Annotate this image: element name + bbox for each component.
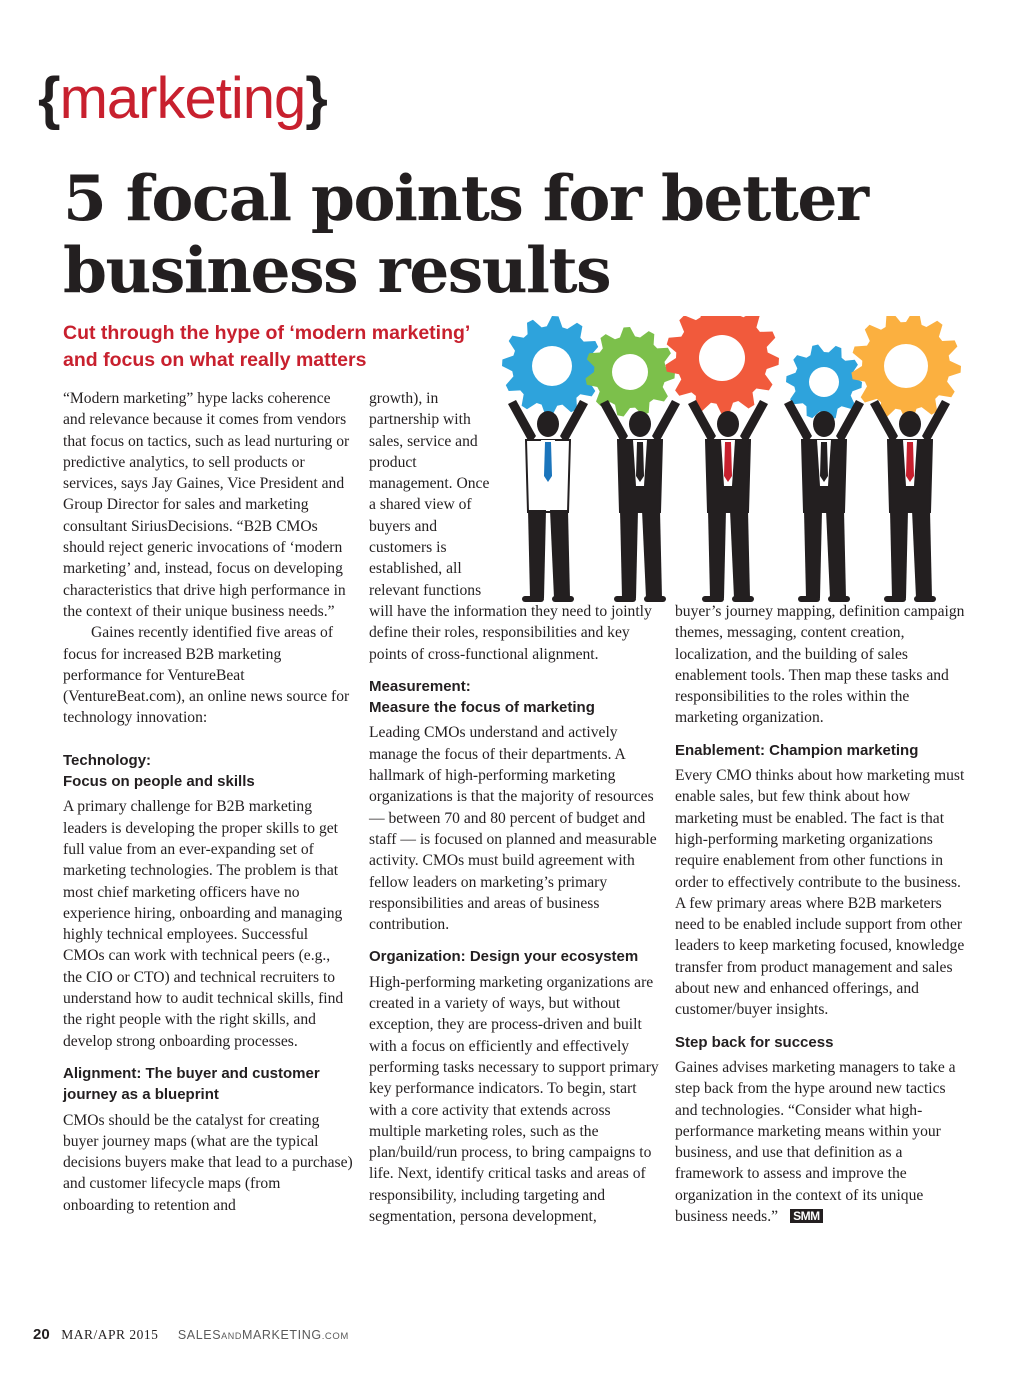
site-part: MARKETING <box>241 1328 322 1342</box>
article-subtitle: Cut through the hype of ‘modern marketing’ and focus on what really matters <box>63 322 470 371</box>
section-bracket-open: { <box>38 66 60 131</box>
article-column-2-top <box>369 388 493 601</box>
section-tag <box>38 64 327 134</box>
page-footer <box>33 1326 349 1344</box>
gear-icon <box>502 316 602 416</box>
subhead-measurement <box>369 676 659 719</box>
subhead-line: Focus on people and skills <box>63 773 255 791</box>
paragraph: will have the information they need to jointly define their roles, responsibilities and key points of cross-functional alignment. <box>369 603 652 663</box>
person-silhouette <box>784 400 864 602</box>
paragraph: Every CMO thinks about how marketing must enable sales, but few think about how marketing must be enabled. The fact is that high-performing marketing organizations require enablement from other functions in order to effectively contribute to the business. A few primary areas where B2B marketers need to be enabled include support from other leaders to keep marketing focused, knowledge transfer from product management and sales about new and enhanced offerings, and customer/buyer insights. <box>675 767 965 1019</box>
site-part: .COM <box>321 1331 349 1342</box>
person-silhouette <box>508 400 588 602</box>
paragraph: “Modern marketing” hype lacks coherence and relevance because it comes from vendors that focus on tactics, such as lead nurturing or predictive analytics, to sell products or services, says Jay Gaines, Vice President and Group Director for sales and marketing consultant SiriusDecisions. “B2B CMOs should reject generic invocations of ‘modern marketing’ and, instead, focus on developing characteristics that drive high performance in the context of their unique business needs.” <box>63 390 350 620</box>
article-title: 5 focal points for better business results <box>63 161 868 307</box>
gear-icon <box>586 327 676 417</box>
article-column-1 <box>63 388 353 1216</box>
paragraph: Gaines recently identified five areas of focus for increased B2B marketing performance for VentureBeat (VentureBeat.com), an online news source for technology innovation: <box>63 624 350 727</box>
person-silhouette <box>688 400 768 602</box>
article-column-2 <box>369 601 659 1227</box>
paragraph-final <box>675 1057 965 1227</box>
people-holding-gears-illustration <box>490 316 980 616</box>
issue-date: MAR/APR 2015 <box>61 1327 159 1342</box>
subhead-step-back: Step back for success <box>675 1033 834 1051</box>
subhead-technology <box>63 750 353 793</box>
page-number: 20 <box>33 1326 50 1343</box>
section-bracket-close: } <box>305 66 327 131</box>
paragraph: growth), in partnership with sales, service and product management. Once a shared view of buyers and customers is established, all relevant functions <box>369 390 490 599</box>
paragraph: buyer’s journey mapping, definition campaign themes, messaging, content creation, localization, and the building of sales enablement tools. Then map these tasks and responsibilities to the roles within the marketing organization. <box>675 603 965 727</box>
gear-icon <box>786 345 862 420</box>
subhead-alignment: Alignment: The buyer and customer journey as a blueprint <box>63 1064 320 1104</box>
person-silhouette <box>870 400 950 602</box>
paragraph: Leading CMOs understand and actively manage the focus of their departments. A hallmark of high-performing marketing organizations is that the majority of resources — between 70 and 80 percent of budget and staff — is focused on planned and measurable activity. CMOs must build agreement with fellow leaders on marketing’s primary responsibilities and areas of business contribution. <box>369 724 657 934</box>
subhead-line: Measure the focus of marketing <box>369 699 595 717</box>
paragraph: A primary challenge for B2B marketing leaders is developing the proper skills to get full value from an ever-expanding set of marketing technologies. The problem is that most chief marketing officers have no experience hiring, onboarding and managing highly technical employees. Successful CMOs can work with technical peers (e.g., the CIO or CTO) and technical recruiters to understand how to audit technical skills, find the right people with the right skills, and develop strong onboarding processes. <box>63 798 344 1050</box>
site-name <box>178 1328 349 1342</box>
paragraph: High-performing marketing organizations are created in a variety of ways, but without exception, they are process-driven and built with a focus on efficiently and effectively performing tasks necessary to support primary key performance indicators. To begin, start with a core activity that extends across multiple marketing roles, such as the plan/build/run process, to bring campaigns to life. Next, identify critical tasks and areas of responsibility, including targeting and segmentation, persona development, <box>369 973 659 1226</box>
paragraph-text: Gaines advises marketing managers to take a step back from the hype around new tactics and technologies. “Consider what high-performance marketing means within your business, and use that definition as a framework to assess and improve the organization in the context of its unique business needs.” <box>675 1058 956 1226</box>
gear-icon <box>665 316 779 415</box>
subhead-organization: Organization: Design your ecosystem <box>369 948 639 966</box>
site-part: AND <box>221 1331 242 1341</box>
subhead-line: Measurement: <box>369 677 471 695</box>
paragraph: CMOs should be the catalyst for creating buyer journey maps (what are the typical decisions buyers make that lead to a purchase) and customer lifecycle maps (from onboarding to retention and <box>63 1111 353 1214</box>
article-column-3 <box>675 601 965 1227</box>
end-mark-logo: SMM <box>790 1209 823 1223</box>
subhead-line: Technology: <box>63 751 152 769</box>
subhead-enablement: Enablement: Champion marketing <box>675 741 919 759</box>
site-part: SALES <box>177 1328 222 1342</box>
person-silhouette <box>600 400 680 602</box>
section-name: marketing <box>59 66 306 131</box>
